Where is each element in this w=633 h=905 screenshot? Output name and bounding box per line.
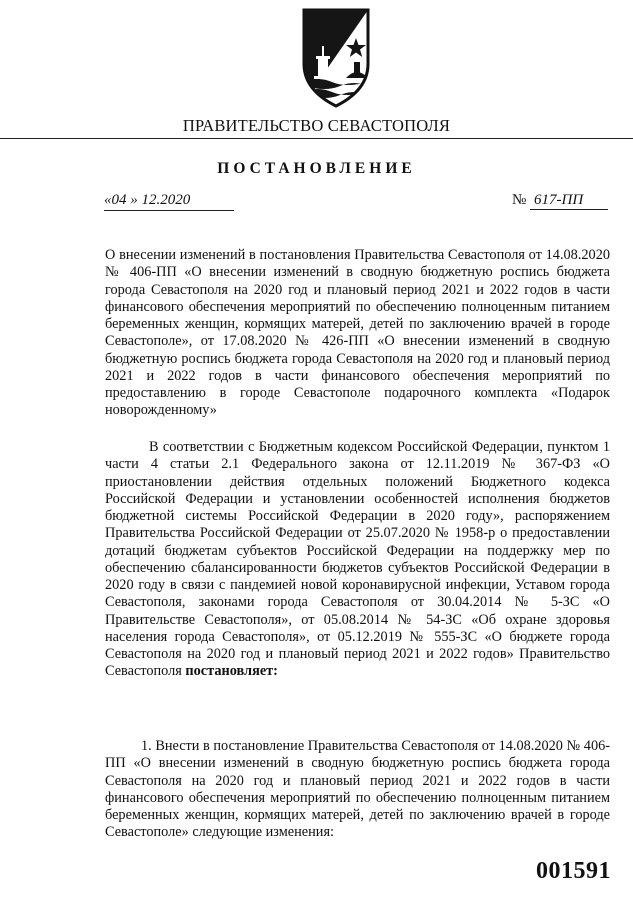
preamble-text: В соответствии с Бюджетным кодексом Российской Федерации, пунктом 1 части 4 статьи 2.1 Федерального закона от 12.11.2019 № 367-ФЗ «О приостановлении действия отдельных положений Бюджетного кодекса Российской Федерации и установлении особенностей исполнения бюджетов бюджетной системы Российской Федерации в 2020 году», распоряжением Правительства Российской Федерации от 25.07.2020 № 1958-р о предоставлении дотаций бюджетам субъектов Российской Федерации на поддержку мер по обеспечению сбалансированности бюджетов субъектов Российской Федерации в 2020 году в связи с пандемией новой коронавирусной инфекции, Уставом города Севастополя, законами города Севастополя от 30.04.2014 № 5-ЗС «О Правительстве Севастополя», от 05.08.2014 № 54-ЗС «Об охране здоровья населения города Севастополя», от 05.12.2019 № 555-ЗС «О бюджете города Севастополя на 2020 год и плановый период 2021 и 2022 годов» Правительство Севастополя [105, 439, 610, 680]
preamble [105, 439, 610, 681]
header-divider [0, 138, 633, 139]
number-label: № [512, 192, 527, 208]
document-title: О внесении изменений в постановления Правительства Севастополя от 14.08.2020 № 406-ПП «О внесении изменений в сводную бюджетную роспись бюджета города Севастополя на 2020 год и плановый период 2021 и 2022 годов в части финансового обеспечения мероприятий по обеспечению полноценным питанием беременных женщин, кормящих матерей, детей по заключению врачей в городе Севастополе», от 17.08.2020 № 426-ПП «О внесении изменений в сводную бюджетную роспись бюджета города Севастополя на 2020 год и плановый период 2021 и 2022 годов в части финансового обеспечения мероприятий по предоставлению в городе Севастополе подарочного комплекта «Подарок новорожденному» [105, 247, 610, 419]
serial-number: 001591 [536, 858, 611, 884]
organization-name: ПРАВИТЕЛЬСТВО СЕВАСТОПОЛЯ [182, 116, 451, 135]
resolves-text: постановляет: [185, 663, 278, 680]
document-date: «04 » 12.2020 [104, 190, 234, 211]
sevastopol-coat-of-arms-icon [294, 2, 378, 112]
document-type: ПОСТАНОВЛЕНИЕ [217, 160, 416, 177]
document-number: 617-ПП [530, 190, 608, 210]
clause-1: 1. Внести в постановление Правительства Севастополя от 14.08.2020 № 406-ПП «О внесении изменений в сводную бюджетную роспись бюджета города Севастополя на 2020 год и плановый период 2021 и 2022 годов в части финансового обеспечения мероприятий по обеспечению полноценным питанием беременных женщин, кормящих матерей, детей по заключению врачей в городе Севастополе» следующие изменения: [105, 738, 610, 841]
